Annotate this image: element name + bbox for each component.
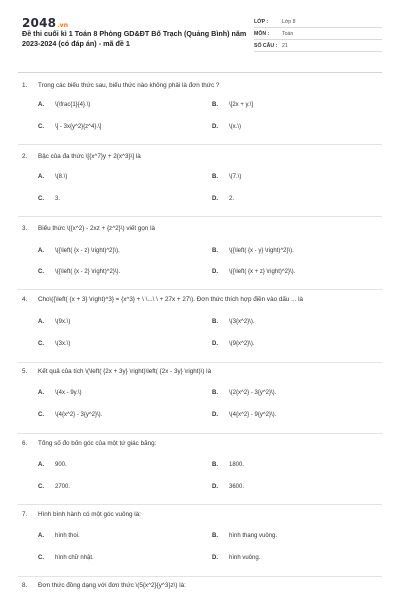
question-number: 6.	[22, 440, 28, 447]
question-text: Tổng số đo bốn góc của một tứ giác bằng:	[38, 440, 157, 447]
option-letter: D.	[212, 555, 218, 561]
option-a[interactable]	[38, 462, 67, 468]
option-letter: C.	[38, 196, 44, 202]
exam-meta-table	[254, 16, 382, 52]
option-b[interactable]	[212, 174, 241, 180]
option-a[interactable]	[38, 390, 82, 396]
option-c[interactable]	[38, 124, 101, 130]
question-text: Cho\({\left( {x + 3} \right)^3} = {x^3} + \ \...\ \ + 27x + 27\). Đơn thức thích hợp điền vào dấu ... là	[38, 296, 303, 303]
option-text: 900.	[55, 462, 67, 468]
question-divider	[18, 504, 382, 505]
option-text: \[2x + y.\]	[229, 102, 254, 108]
option-text: hình vuông.	[229, 555, 261, 561]
question-divider	[18, 144, 382, 145]
option-letter: C.	[38, 124, 44, 130]
option-text: \(4{x^2} - 9{y^2}\).	[229, 412, 277, 418]
option-c[interactable]	[38, 269, 120, 275]
option-letter: C.	[38, 269, 44, 275]
option-c[interactable]	[38, 555, 94, 561]
question-divider	[18, 433, 382, 434]
option-text: \(x.\)	[229, 124, 241, 130]
option-letter: A.	[38, 102, 44, 108]
option-letter: A.	[38, 174, 44, 180]
option-text: hình thang vuông.	[229, 533, 278, 539]
option-d[interactable]	[212, 341, 255, 347]
option-d[interactable]	[212, 412, 276, 418]
logo-suffix-text: .vn	[57, 22, 69, 29]
option-letter: B.	[212, 390, 218, 396]
option-letter: B.	[212, 533, 218, 539]
option-text: hình chữ nhật.	[55, 555, 94, 561]
question-text: Bậc của đa thức \[{x^7}y + 2{x^3}\] là	[38, 153, 141, 160]
option-text: 1800.	[229, 462, 245, 468]
question-number: 4.	[22, 296, 28, 303]
option-d[interactable]	[212, 484, 244, 490]
question-number: 7.	[22, 511, 28, 518]
option-letter: D.	[212, 196, 218, 202]
option-text: \({\left( {x + z} \right)^2}\).	[229, 269, 296, 275]
option-letter: C.	[38, 484, 44, 490]
exam-header	[0, 0, 400, 66]
option-c[interactable]	[38, 196, 60, 202]
meta-row-class	[254, 16, 382, 28]
meta-key: SỐ CÂU :	[254, 42, 278, 49]
option-text: \(9{x^2}\).	[229, 341, 255, 347]
option-letter: B.	[212, 248, 218, 254]
question-number: 1.	[22, 82, 28, 89]
option-letter: B.	[212, 102, 218, 108]
question-divider	[18, 576, 382, 577]
meta-key: MÔN :	[254, 30, 270, 37]
option-a[interactable]	[38, 248, 120, 254]
option-letter: C.	[38, 412, 44, 418]
option-text: 2.	[229, 196, 235, 202]
option-b[interactable]	[212, 319, 255, 325]
question-number: 5.	[22, 368, 28, 375]
option-a[interactable]	[38, 174, 67, 180]
meta-value: 21	[282, 42, 288, 49]
option-text: \(7.\)	[229, 174, 242, 180]
option-letter: B.	[212, 174, 218, 180]
meta-key: LỚP :	[254, 18, 269, 25]
meta-row-question-count	[254, 40, 382, 52]
option-b[interactable]	[212, 462, 244, 468]
option-text: hình thoi.	[55, 533, 80, 539]
option-text: \({\left( {x - y} \right)^2}\).	[229, 248, 294, 254]
question-text: Kết quả của tích \(\left( {2x + 3y} \right)\left( {2x - 3y} \right)\) là	[38, 368, 212, 375]
option-text: \(3x.\)	[55, 341, 71, 347]
option-text: \(\frac{1}{4}.\)	[55, 102, 91, 108]
option-d[interactable]	[212, 124, 241, 130]
option-text: \(9x.\)	[55, 319, 71, 325]
question-divider	[18, 216, 382, 217]
option-text: 2700.	[55, 484, 71, 490]
option-c[interactable]	[38, 341, 70, 347]
option-text: 3600.	[229, 484, 245, 490]
option-c[interactable]	[38, 484, 70, 490]
question-number: 2.	[22, 153, 28, 160]
question-divider	[18, 362, 382, 363]
option-d[interactable]	[212, 269, 295, 275]
option-d[interactable]	[212, 196, 234, 202]
question-text: Đơn thức đồng dạng với đơn thức \(5{x^2}{y^3}z\) là:	[38, 582, 186, 589]
option-text: \(8.\)	[55, 174, 68, 180]
exam-title: Đề thi cuối kì 1 Toán 8 Phòng GD&ĐT Bố Trạch (Quảng Bình) năm 2023-2024 (có đáp án) - mã đề 1	[22, 29, 247, 48]
option-b[interactable]	[212, 102, 253, 108]
option-b[interactable]	[212, 533, 277, 539]
option-text: \[ - 3x{y^2}{z^4}.\]	[55, 124, 102, 130]
question-text: Biểu thức \({x^2} - 2xz + {z^2}\) viết gọn là	[38, 225, 156, 232]
question-text: Trong các biểu thức sau, biểu thức nào không phải là đơn thức ?	[38, 82, 220, 89]
option-a[interactable]	[38, 533, 80, 539]
option-letter: D.	[212, 341, 218, 347]
option-b[interactable]	[212, 248, 294, 254]
option-letter: D.	[212, 412, 218, 418]
option-letter: C.	[38, 341, 44, 347]
option-letter: C.	[38, 555, 44, 561]
option-text: \(2{x^2} - 3{y^2}\).	[229, 390, 277, 396]
option-text: \({\left( {x - 2} \right)^2}\).	[55, 269, 121, 275]
option-letter: A.	[38, 533, 44, 539]
option-letter: B.	[212, 319, 218, 325]
option-a[interactable]	[38, 319, 70, 325]
option-text: \(4x - 9y.\)	[55, 390, 82, 396]
meta-row-subject	[254, 28, 382, 40]
question-divider	[18, 289, 382, 290]
option-d[interactable]	[212, 555, 260, 561]
question-text: Hình bình hành có một góc vuông là:	[38, 511, 141, 518]
option-letter: D.	[212, 484, 218, 490]
question-number: 3.	[22, 225, 28, 232]
header-divider	[18, 72, 382, 73]
option-c[interactable]	[38, 412, 102, 418]
logo-main-text: 2048	[22, 16, 57, 30]
option-text: \(4{x^2} - 3{y^2}\).	[55, 412, 103, 418]
option-letter: D.	[212, 124, 218, 130]
question-number: 8.	[22, 582, 28, 589]
option-letter: B.	[212, 462, 218, 468]
option-b[interactable]	[212, 390, 276, 396]
option-text: \({\left( {x - z} \right)^2}\).	[55, 248, 120, 254]
option-letter: A.	[38, 390, 44, 396]
meta-value: Lớp 8	[282, 18, 296, 25]
option-letter: A.	[38, 248, 44, 254]
option-text: 3.	[55, 196, 61, 202]
option-letter: A.	[38, 462, 44, 468]
option-letter: A.	[38, 319, 44, 325]
option-letter: D.	[212, 269, 218, 275]
option-a[interactable]	[38, 102, 90, 108]
site-logo[interactable]	[22, 16, 68, 30]
meta-value: Toán	[282, 30, 294, 37]
option-text: \(3{x^2}\).	[229, 319, 255, 325]
